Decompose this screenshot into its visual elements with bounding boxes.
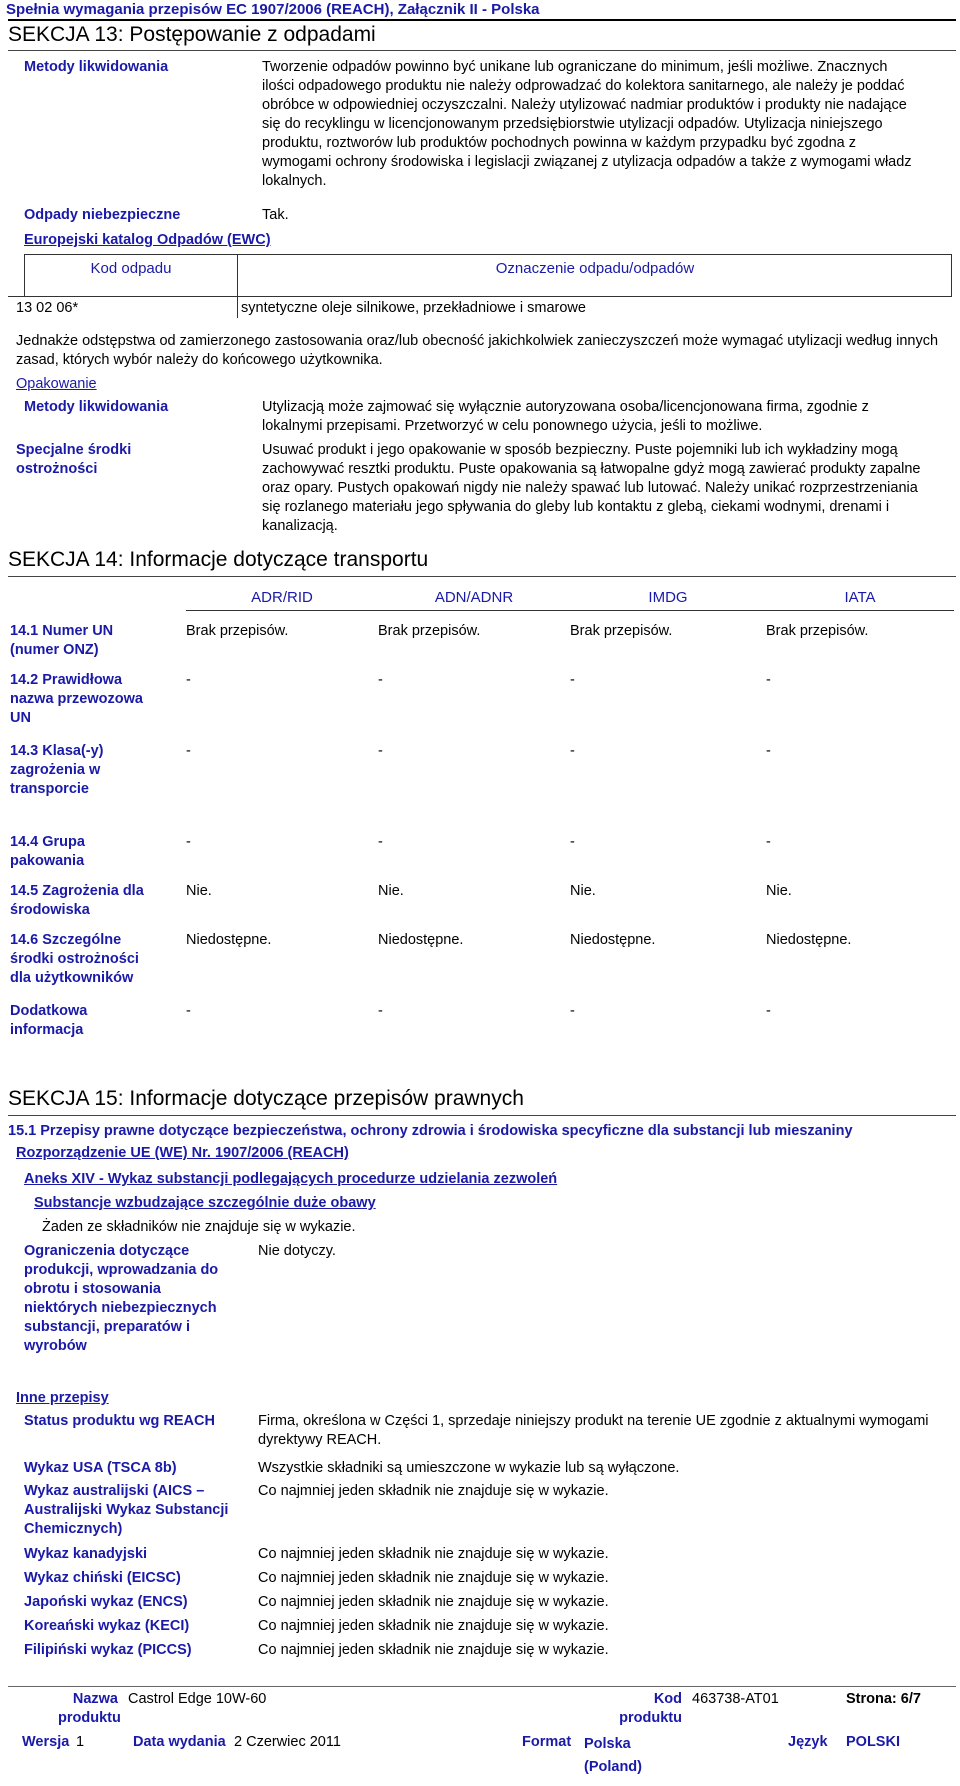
transport-row-label: 14.3 Klasa(-y) zagrożenia w transporcie bbox=[10, 743, 104, 797]
transport-cell: - bbox=[378, 672, 383, 688]
footer-language-value: POLSKI bbox=[846, 1734, 900, 1750]
regulation-value: Co najmniej jeden składnik nie znajduje się w wykazie. bbox=[258, 1642, 609, 1658]
regulation-label: Wykaz USA (TSCA 8b) bbox=[24, 1460, 177, 1476]
regulation-label: Wykaz kanadyjski bbox=[24, 1546, 148, 1562]
packaging-disposal-text: Utylizacją może zajmować się wyłącznie autoryzowana osoba/licencjonowana firma, zgodnie z lokalnymi przepisami. Przetworzyć w celu ponownego użycia, jeśli to możliwe. bbox=[262, 399, 869, 434]
annex-xiv-heading: Aneks XIV - Wykaz substancji podlegających procedurze udzielania zezwoleń bbox=[24, 1171, 558, 1187]
footer-code-value: 463738-AT01 bbox=[692, 1691, 779, 1707]
regulation-value: Co najmniej jeden składnik nie znajduje się w wykazie. bbox=[258, 1618, 609, 1634]
document-header-title: Spełnia wymagania przepisów EC 1907/2006 (REACH), Załącznik II - Polska bbox=[6, 1, 540, 18]
transport-cell: Niedostępne. bbox=[186, 932, 272, 948]
transport-row-label: 14.4 Grupa pakowania bbox=[10, 834, 85, 869]
transport-cell: Nie. bbox=[186, 883, 212, 899]
transport-cell: - bbox=[570, 672, 575, 688]
ewc-row-col-divider bbox=[237, 296, 238, 318]
regulation-label: Wykaz chiński (EICSC) bbox=[24, 1570, 181, 1586]
transport-cell: Niedostępne. bbox=[766, 932, 852, 948]
regulation-value: Co najmniej jeden składnik nie znajduje się w wykazie. bbox=[258, 1594, 609, 1610]
transport-cell: - bbox=[378, 1003, 383, 1019]
restrictions-value: Nie dotyczy. bbox=[258, 1243, 336, 1259]
packaging-disposal-label: Metody likwidowania bbox=[24, 399, 169, 415]
hazardous-waste-value: Tak. bbox=[262, 207, 289, 223]
footer-date-value: 2 Czerwiec 2011 bbox=[234, 1734, 341, 1750]
regulation-label: Filipiński wykaz (PICCS) bbox=[24, 1642, 192, 1658]
transport-row-label: 14.5 Zagrożenia dla środowiska bbox=[10, 883, 144, 918]
packaging-heading: Opakowanie bbox=[16, 376, 97, 392]
svhc-heading: Substancje wzbudzające szczególnie duże obawy bbox=[34, 1195, 376, 1211]
ewc-row-code: 13 02 06* bbox=[16, 300, 79, 316]
header-divider bbox=[8, 19, 956, 21]
regulation-value: Wszystkie składniki są umieszczone w wykazie lub są wyłączone. bbox=[258, 1460, 680, 1476]
transport-row-label: 14.6 Szczególne środki ostrożności dla użytkowników bbox=[10, 932, 139, 986]
transport-header-divider bbox=[186, 610, 954, 611]
transport-cell: Brak przepisów. bbox=[378, 623, 481, 639]
footer-date-label: Data wydania bbox=[133, 1734, 226, 1750]
transport-cell: - bbox=[186, 743, 191, 759]
transport-cell: - bbox=[186, 834, 191, 850]
transport-row-label: Dodatkowa informacja bbox=[10, 1003, 88, 1038]
transport-cell: - bbox=[766, 1003, 771, 1019]
transport-col-imdg: IMDG bbox=[648, 589, 688, 606]
transport-cell: - bbox=[570, 834, 575, 850]
footer-format-value: Polska (Poland) bbox=[584, 1736, 642, 1775]
section-14-divider bbox=[8, 576, 956, 577]
footer-format-label: Format bbox=[522, 1734, 572, 1750]
transport-cell: Brak przepisów. bbox=[186, 623, 289, 639]
svhc-text: Żaden ze składników nie znajduje się w wykazie. bbox=[42, 1219, 356, 1235]
transport-cell: - bbox=[570, 1003, 575, 1019]
transport-cell: Niedostępne. bbox=[378, 932, 464, 948]
footer-language-label: Język bbox=[788, 1734, 828, 1750]
hazardous-waste-label: Odpady niebezpieczne bbox=[24, 207, 181, 223]
transport-cell: Brak przepisów. bbox=[570, 623, 673, 639]
regulation-label: Koreański wykaz (KECI) bbox=[24, 1618, 190, 1634]
sub-15-1-heading: 15.1 Przepisy prawne dotyczące bezpieczeństwa, ochrony zdrowia i środowiska specyficzne dla substancji lub mieszaniny bbox=[8, 1123, 853, 1139]
section-15-title: SEKCJA 15: Informacje dotyczące przepisów prawnych bbox=[8, 1087, 524, 1110]
transport-cell: Nie. bbox=[766, 883, 792, 899]
section-14-title: SEKCJA 14: Informacje dotyczące transportu bbox=[8, 548, 429, 571]
transport-cell: - bbox=[186, 1003, 191, 1019]
footer-version-value: 1 bbox=[76, 1734, 85, 1750]
other-regulations-heading: Inne przepisy bbox=[16, 1390, 109, 1406]
ewc-heading: Europejski katalog Odpadów (EWC) bbox=[24, 232, 271, 248]
transport-cell: Niedostępne. bbox=[570, 932, 656, 948]
transport-cell: - bbox=[378, 834, 383, 850]
reach-heading: Rozporządzenie UE (WE) Nr. 1907/2006 (REACH) bbox=[16, 1145, 349, 1161]
section-15-divider bbox=[8, 1115, 956, 1116]
ewc-row-divider bbox=[8, 296, 952, 297]
special-precautions-label: Specjalne środki ostrożności bbox=[16, 442, 132, 477]
transport-col-adr: ADR/RID bbox=[251, 589, 313, 606]
regulation-label: Wykaz australijski (AICS – Australijski Wykaz Substancji Chemicznych) bbox=[24, 1483, 229, 1537]
regulation-value: Firma, określona w Części 1, sprzedaje niniejszy produkt na terenie UE zgodnie z aktualnymi wymogami dyrektywy REACH. bbox=[258, 1413, 929, 1448]
regulation-label: Japoński wykaz (ENCS) bbox=[24, 1594, 188, 1610]
ewc-col-code: Kod odpadu bbox=[90, 260, 172, 277]
ewc-table-header bbox=[24, 254, 952, 297]
regulation-value: Co najmniej jeden składnik nie znajduje się w wykazie. bbox=[258, 1483, 609, 1499]
transport-row-label: 14.2 Prawidłowa nazwa przewozowa UN bbox=[10, 672, 143, 726]
transport-col-adn: ADN/ADNR bbox=[434, 589, 514, 606]
restrictions-label: Ograniczenia dotyczące produkcji, wprowadzania do obrotu i stosowania niektórych niebezpiecznych substancji, preparatów i wyrobów bbox=[24, 1243, 219, 1354]
footer-version-label: Wersja bbox=[22, 1734, 70, 1750]
ewc-row-desc: syntetyczne oleje silnikowe, przekładniowe i smarowe bbox=[241, 300, 586, 316]
transport-cell: - bbox=[766, 672, 771, 688]
ewc-note: Jednakże odstępstwa od zamierzonego zastosowania oraz/lub obecność jakichkolwiek zanieczyszczeń może wymagać utylizacji według innych zasad, których wybór należy do końcowego użytkownika. bbox=[16, 333, 939, 368]
footer-page-number: Strona: 6/7 bbox=[846, 1691, 921, 1707]
footer-name-value: Castrol Edge 10W-60 bbox=[128, 1691, 267, 1707]
transport-row-label: 14.1 Numer UN (numer ONZ) bbox=[10, 623, 114, 658]
disposal-methods-text: Tworzenie odpadów powinno być unikane lub ograniczane do minimum, jeśli możliwe. Znacznych ilości odpadowego produktu nie należy odprowadzać do kolektora sanitarnego, ale należy je poddać obróbce w odpowiedniej oczyszczalni. Należy utylizować nadmiar produktów i produkty nie nadające się do recyklingu w licencjonowanym przedsiębiorstwie utylizacji odpadów. Utylizacja niniejszego produktu, roztworów lub produktów pochodnych powinna w każdym przypadku być zgodna z wymogami ochrony środowiska i legislacji związanej z utylizacja odpadów a także z wymogami władz lokalnych. bbox=[262, 59, 912, 189]
transport-cell: - bbox=[186, 672, 191, 688]
regulation-value: Co najmniej jeden składnik nie znajduje się w wykazie. bbox=[258, 1570, 609, 1586]
special-precautions-text: Usuwać produkt i jego opakowanie w sposób bezpieczny. Puste pojemniki lub ich wykładziny mogą zachowywać resztki produktu. Puste opakowania są łatwopalne gdyż mogą zawierać produkty zapalne oraz opary. Pustych opakowań nigdy nie należy spawać lub lutować. Należy unikać rozprzestrzeniania się rozlanego materiału jego spływania do gleby lub kontaktu z glebą, ciekami wodnymi, drenami i kanalizacją. bbox=[262, 442, 921, 534]
transport-col-iata: IATA bbox=[844, 589, 876, 606]
transport-cell: Nie. bbox=[570, 883, 596, 899]
transport-cell: - bbox=[378, 743, 383, 759]
regulation-value: Co najmniej jeden składnik nie znajduje się w wykazie. bbox=[258, 1546, 609, 1562]
transport-cell: - bbox=[766, 743, 771, 759]
disposal-methods-label: Metody likwidowania bbox=[24, 59, 169, 75]
transport-cell: - bbox=[570, 743, 575, 759]
footer-name-label: Nazwa produktu bbox=[58, 1691, 121, 1726]
section-13-title: SEKCJA 13: Postępowanie z odpadami bbox=[8, 23, 376, 46]
transport-cell: - bbox=[766, 834, 771, 850]
footer-divider bbox=[8, 1686, 956, 1687]
footer-code-label: Kod produktu bbox=[619, 1691, 682, 1726]
transport-cell: Nie. bbox=[378, 883, 404, 899]
section-13-divider bbox=[8, 50, 956, 51]
transport-cell: Brak przepisów. bbox=[766, 623, 869, 639]
regulation-label: Status produktu wg REACH bbox=[24, 1413, 215, 1429]
ewc-col-desc: Oznaczenie odpadu/odpadów bbox=[495, 260, 695, 277]
